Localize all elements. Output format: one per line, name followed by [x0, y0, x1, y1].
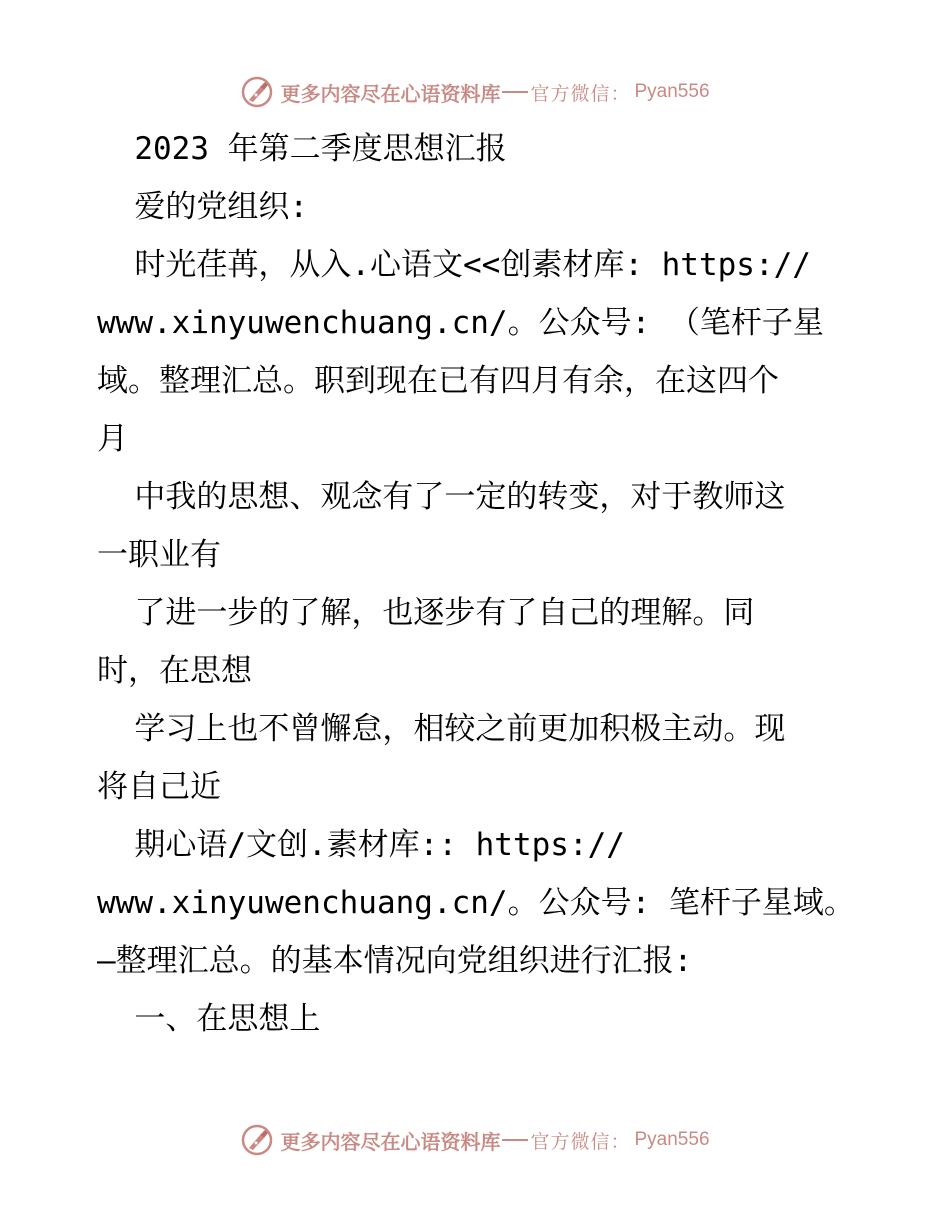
watermark-dash: [502, 91, 528, 93]
watermark-wechat-label: 官方微信：: [530, 1130, 631, 1153]
body-line: 期心语/文创.素材库:: https://: [97, 827, 625, 863]
watermark-wechat-id: Pyan556: [634, 81, 710, 102]
body-line: 将自己近: [97, 769, 221, 805]
body-line: 了进一步的了解，也逐步有了自己的理解。同: [97, 595, 755, 631]
body-line: 中我的思想、观念有了一定的转变，对于教师这: [97, 479, 786, 515]
pen-nib-logo-icon: [240, 75, 274, 109]
body-line: 时光荏苒，从入.心语文<<创素材库: https://: [97, 247, 811, 283]
body-line: 一职业有: [97, 537, 221, 573]
watermark-text: 更多内容尽在心语资料库: [280, 1129, 501, 1154]
pen-nib-logo-icon: [240, 1123, 274, 1157]
body-line: www.xinyuwenchuang.cn/。公众号: 笔杆子星域。: [97, 885, 855, 921]
watermark-text: 更多内容尽在心语资料库: [280, 81, 501, 106]
body-line: 学习上也不曾懈怠，相较之前更加积极主动。现: [97, 711, 786, 747]
body-line: —整理汇总。的基本情况向党组织进行汇报:: [97, 943, 693, 979]
section-heading: 一、在思想上: [97, 1001, 321, 1037]
body-line: 域。整理汇总。职到现在已有四月有余，在这四个: [97, 363, 779, 399]
header-watermark-banner: [0, 72, 950, 112]
body-line: 时，在思想: [97, 653, 252, 689]
watermark-wechat-id: Pyan556: [634, 1129, 710, 1150]
document-body: [97, 120, 857, 1048]
body-line: 月: [97, 421, 128, 457]
watermark-dash: [502, 1139, 528, 1141]
salutation: 爱的党组织:: [97, 189, 308, 225]
document-title: 2023 年第二季度思想汇报: [97, 131, 507, 167]
watermark-wechat-label: 官方微信：: [530, 82, 631, 105]
body-line: www.xinyuwenchuang.cn/。公众号: （笔杆子星: [97, 305, 824, 341]
footer-watermark-banner: [0, 1120, 950, 1160]
